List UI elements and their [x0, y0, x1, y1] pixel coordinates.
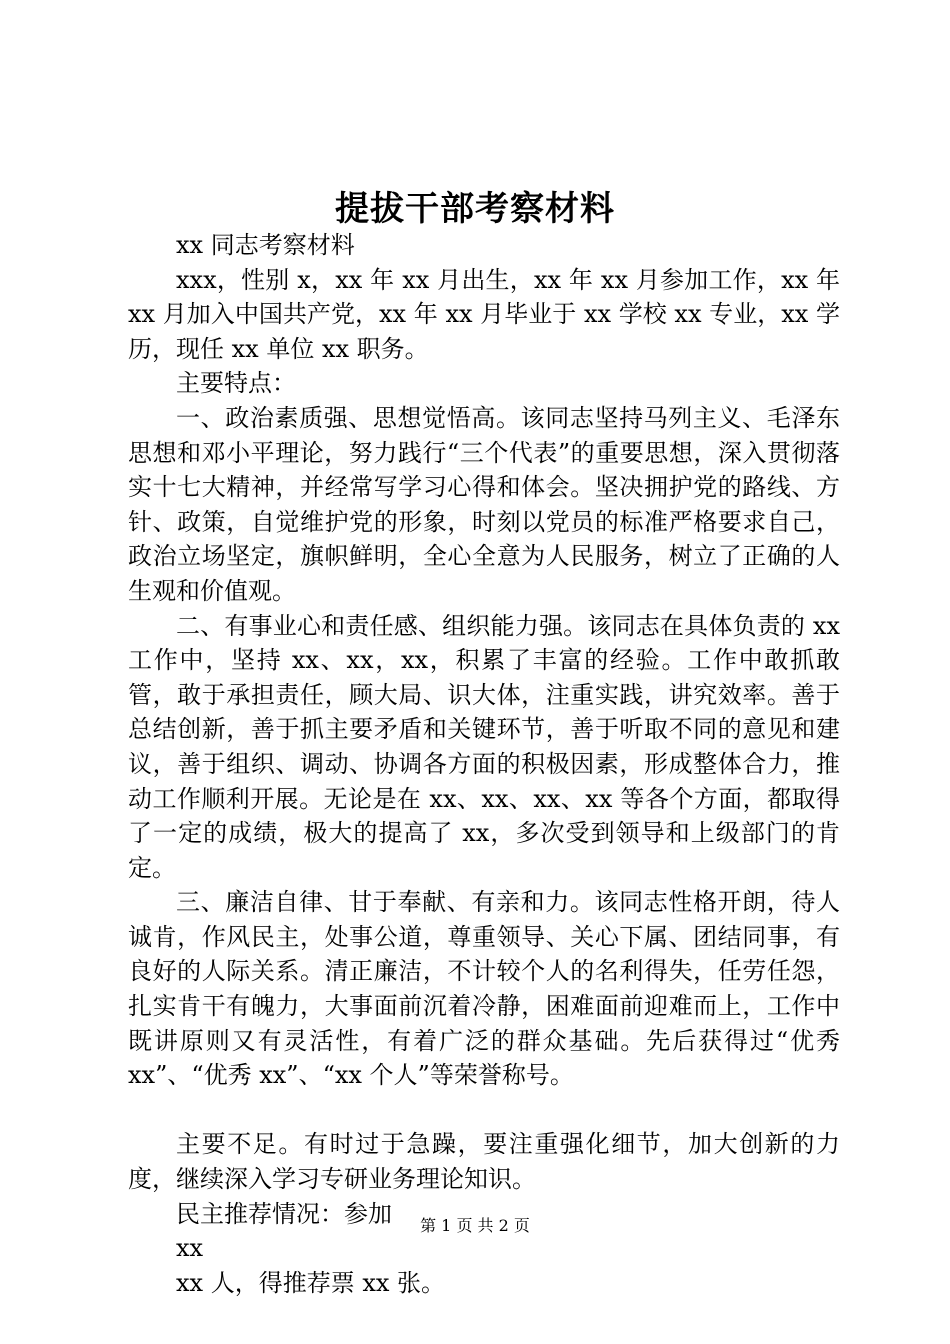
- shortcomings-paragraph: 主要不足。有时过于急躁，要注重强化细节，加大创新的力度，继续深入学习专研业务理论知识。: [128, 1130, 840, 1194]
- page-footer: 第 1 页 共 2 页: [420, 1216, 530, 1235]
- blank-line: [128, 1093, 840, 1128]
- recommendation-line-2: xx: [176, 1234, 204, 1263]
- document-subtitle: xx 同志考察材料: [176, 231, 355, 259]
- page-title: 提拔干部考察材料: [335, 189, 615, 229]
- intro-paragraph: xxx，性别 x，xx 年 xx 月出生，xx 年 xx 月参加工作，xx 年 xx 月加入中国共产党，xx 年 xx 月毕业于 xx 学校 xx 专业，xx 学历，现任 xx 单位 xx 职务。: [128, 265, 840, 363]
- feature-paragraph-2: 二、有事业心和责任感、组织能力强。该同志在具体负责的 xx 工作中，坚持 xx、xx，xx，积累了丰富的经验。工作中敢抓敢管，敢于承担责任，顾大局、识大体，注重实践，讲究效率。善于总结创新，善于抓主要矛盾和关键环节，善于听取不同的意见和建议，善于组织、调动、协调各方面的积极因素，形成整体合力，推动工作顺利开展。无论是在 xx、xx、xx、xx 等各个方面，都取得了一定的成绩，极大的提高了 xx，多次受到领导和上级部门的肯定。: [128, 611, 840, 882]
- features-heading: 主要特点：: [176, 369, 296, 398]
- feature-paragraph-3: 三、廉洁自律、甘于奉献、有亲和力。该同志性格开朗，待人诚肯，作风民主，处事公道，尊重领导、关心下属、团结同事，有良好的人际关系。清正廉洁，不计较个人的名利得失，任劳任怨，扎实肯干有魄力，大事面前沉着冷静，困难面前迎难而上，工作中既讲原则又有灵活性，有着广泛的群众基础。先后获得过“优秀 xx”、“优秀 xx”、“xx 个人”等荣誉称号。: [128, 888, 840, 1090]
- feature-paragraph-1: 一、政治素质强、思想觉悟高。该同志坚持马列主义、毛泽东思想和邓小平理论，努力践行“三个代表”的重要思想，深入贯彻落实十七大精神，并经常写学习心得和体会。坚决拥护党的路线、方针、政策，自觉维护党的形象，时刻以党员的标准严格要求自己，政治立场坚定，旗帜鲜明，全心全意为人民服务，树立了正确的人生观和价值观。: [128, 403, 840, 605]
- document-body: [128, 228, 840, 1300]
- recommendation-line-1: 民主推荐情况：参加: [176, 1199, 392, 1228]
- recommendation-line-3: xx 人，得推荐票 xx 张。: [176, 1268, 446, 1297]
